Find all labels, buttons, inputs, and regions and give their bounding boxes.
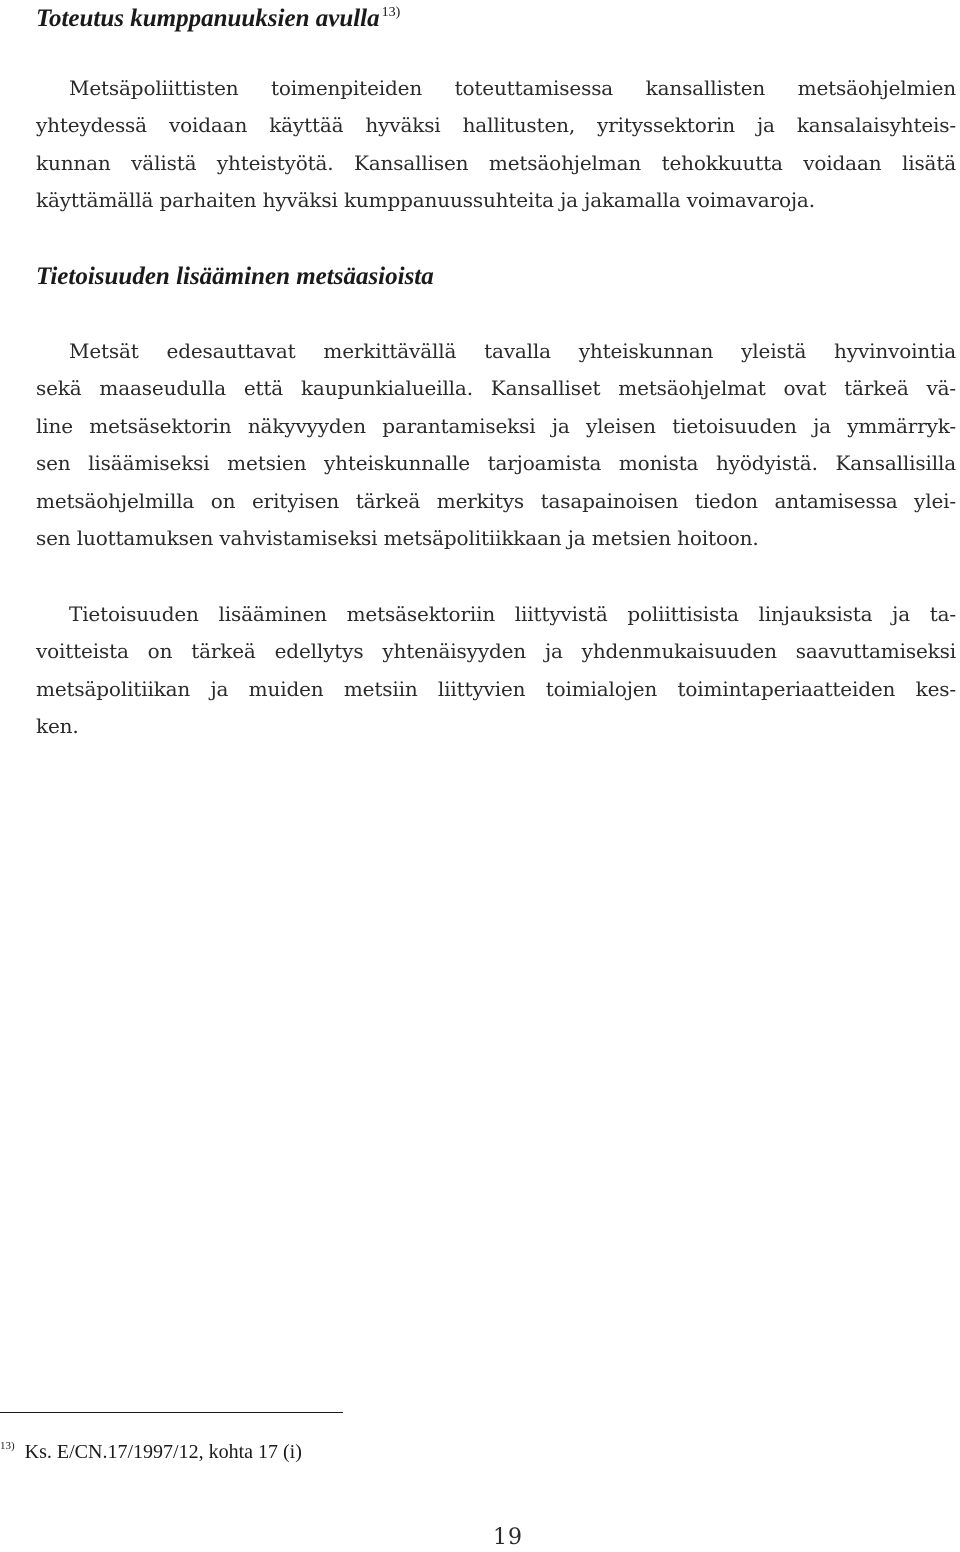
footnote-marker: 13) [0, 1440, 15, 1452]
paragraph-line: metsäohjelmilla on erityisen tärkeä merkitys tasapainoisen tiedon antamisessa ylei- [36, 488, 956, 513]
paragraph-line: sen lisäämiseksi metsien yhteiskunnalle tarjoamista monista hyödyistä. Kansallisilla [36, 451, 956, 476]
section-heading-awareness: Tietoisuuden lisääminen metsäasioista [36, 263, 434, 290]
paragraph-forest-wellbeing [3, 333, 956, 557]
paragraph-line: sen luottamuksen vahvistamiseksi metsäpolitiikkaan ja metsien hoitoon. [36, 526, 759, 551]
page-number: 19 [493, 1525, 523, 1550]
paragraph-line: voitteista on tärkeä edellytys yhtenäisyyden ja yhdenmukaisuuden saavuttamiseksi [36, 639, 956, 664]
section-heading-partnerships [36, 0, 400, 34]
section-heading-text: Toteutus kumppanuuksien avulla [36, 5, 380, 32]
footnote-reference[interactable]: 13) [381, 5, 401, 20]
paragraph-policy-awareness [3, 596, 956, 746]
paragraph-line: yhteydessä voidaan käyttää hyväksi hallitusten, yrityssektorin ja kansalaisyhteis- [36, 113, 956, 138]
paragraph-line: sekä maaseudulla että kaupunkialueilla. Kansalliset metsäohjelmat ovat tärkeä vä- [36, 376, 956, 401]
paragraph-line: Metsäpoliittisten toimenpiteiden toteuttamisessa kansallisten metsäohjelmien [69, 76, 956, 100]
footnote-text: Ks. E/CN.17/1997/12, kohta 17 (i) [24, 1441, 302, 1463]
paragraph-partnerships [3, 70, 956, 220]
footnote [0, 1432, 302, 1466]
paragraph-line: Metsät edesauttavat merkittävällä tavalla yhteiskunnan yleistä hyvinvointia [69, 339, 956, 363]
paragraph-line: metsäpolitiikan ja muiden metsiin liittyvien toimialojen toimintaperiaatteiden kes- [36, 676, 956, 701]
footnote-divider [0, 1412, 343, 1413]
paragraph-line: kunnan välistä yhteistyötä. Kansallisen metsäohjelman tehokkuutta voidaan lisätä [36, 150, 956, 175]
paragraph-line: ken. [36, 714, 79, 739]
paragraph-line: line metsäsektorin näkyvyyden parantamiseksi ja yleisen tietoisuuden ja ymmärryk- [36, 413, 956, 438]
paragraph-line: Tietoisuuden lisääminen metsäsektoriin liittyvistä poliittisista linjauksista ja ta- [69, 602, 956, 626]
paragraph-line: käyttämällä parhaiten hyväksi kumppanuussuhteita ja jakamalla voimavaroja. [36, 188, 815, 213]
